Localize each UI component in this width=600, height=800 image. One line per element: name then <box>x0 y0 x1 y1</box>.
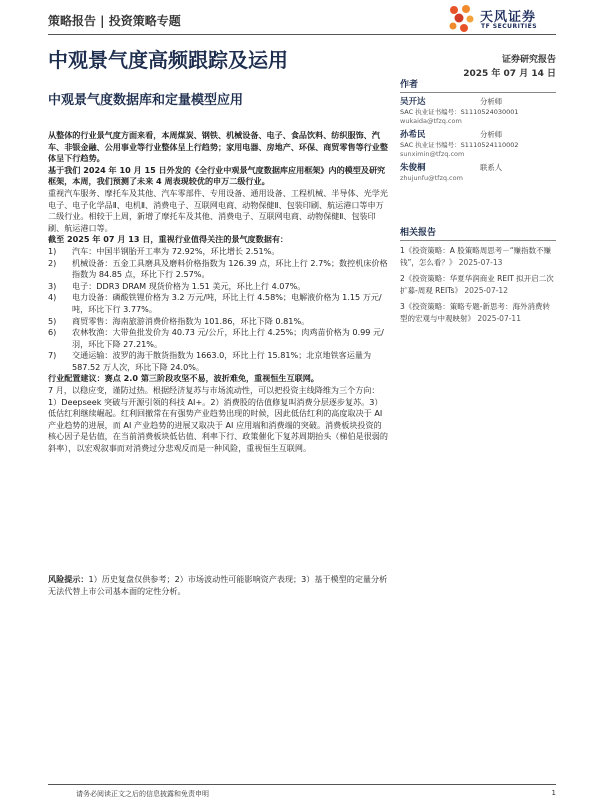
author-email[interactable]: zhujunfu@tfzq.com <box>400 174 463 182</box>
main-content <box>48 130 388 455</box>
list-item: 7) 交通运输：波罗的海干散货指数为 1663.0，环比上行 15.81%；北京地铁客运量为 587.52 万人次，环比下降 24.0%。 <box>48 350 372 372</box>
list-item: 2) 机械设备：五金工具磨具及磨料价格指数为 126.39 点，环比上行 2.7%；数控机床价格指数为 84.85 点，环比下行 2.57%。 <box>48 257 388 280</box>
list-item: 1) 汽车：中国半钢胎开工率为 72.92%，环比增长 2.51%。 <box>48 245 280 256</box>
logo-icon <box>446 4 476 34</box>
related-heading: 相关报告 <box>400 228 437 238</box>
author-title: 分析师 <box>480 130 503 139</box>
header-divider <box>48 34 556 35</box>
data-list <box>48 246 388 374</box>
author-cert: SAC 执业证书编号：S1110524110002 <box>400 141 519 149</box>
related-divider <box>400 240 556 241</box>
summary-paragraph: 从整体的行业景气度方面来看，本周煤炭、钢铁、机械设备、电子、食品饮料、纺织服饰、汽车、非银金融、公用事业等行业整体呈上行趋势；家用电器、房地产、环保、商贸零售等行业整体呈下行趋势。 <box>48 130 388 164</box>
author-name: 吴开达 <box>400 97 426 107</box>
allocation-paragraph: 7 月，以稳应变，谨防过热。根据经济复苏与市场流动性，可以把投资主线降维为三个方向：1）Deepseek 突破与开源引领的科技 AI+。2）消费股的估值修复叫消费分层逐步复苏。3）低估红利继续崛起。红利回撤常在有强势产业趋势出现的时候，因此低估红利的高度取决于 AI 产业趋势的进展，而 AI 产业趋势的进展又取决于 AI 应用端和消费端的突破。消费板块投资的核心因子是估值，在当前消费板块低估值、利率下行、政策催化下复苏周期抬头（梯伯是很弱的斜率），以宏观叙事而对消费过分悲观反而是一种风险，重视恒生互联网。 <box>48 385 388 454</box>
author-card <box>400 130 556 159</box>
list-item: 5) 商贸零售：海南旅游消费价格指数为 101.86，环比下降 0.81%。 <box>48 315 310 326</box>
risk-warning <box>48 574 388 597</box>
list-item: 3) 电子：DDR3 DRAM 现货价格为 1.51 美元，环比上行 4.07%。 <box>48 280 306 291</box>
author-card <box>400 163 556 183</box>
related-reports-panel <box>400 228 556 325</box>
risk-label: 风险提示： <box>48 574 89 584</box>
footer-divider <box>48 784 556 785</box>
company-logo <box>446 4 556 34</box>
author-title: 联系人 <box>480 163 503 172</box>
report-category: 策略报告 | 投资策略专题 <box>48 14 181 28</box>
list-item: 6) 农林牧渔：大带鱼批发价为 40.73 元/公斤，环比上行 4.25%；肉鸡苗价格为 0.99 元/羽，环比下降 27.21%。 <box>48 327 384 349</box>
list-item: 4) 电力设备：磷酸铁锂价格为 3.2 万元/吨，环比上行 4.58%；电解液价格为 1.15 万元/吨，环比下行 3.77%。 <box>48 292 382 314</box>
related-report-item[interactable]: 3《投资策略：策略专题-新思考：海外消费转型的宏观与中观映射》 2025-07-11 <box>400 302 550 323</box>
related-report-item[interactable]: 2《投资策略：华夏华润商业 REIT 拟开启二次扩募-周观 REITs》 2025-07-12 <box>400 274 554 295</box>
data-intro: 截至 2025 年 07 月 13 日，重视行业值得关注的景气度数据有： <box>48 234 289 245</box>
footer-disclaimer: 请务必阅读正文之后的信息披露和免责申明 <box>76 790 209 798</box>
author-email[interactable]: sunximin@tfzq.com <box>400 150 465 158</box>
page-subtitle: 中观景气度数据库和定量模型应用 <box>48 93 244 108</box>
authors-heading: 作者 <box>400 80 419 90</box>
page-number: 1 <box>551 789 556 797</box>
author-cert: SAC 执业证书编号：S1110524030001 <box>400 108 519 116</box>
authors-divider <box>400 92 556 93</box>
author-email[interactable]: wukaida@tfzq.com <box>400 117 462 125</box>
author-title: 分析师 <box>480 97 503 106</box>
author-name: 孙希民 <box>400 130 426 140</box>
related-report-item[interactable]: 1《投资策略：A 股策略周思考－“赚指数不赚钱”，怎么看？》 2025-07-13 <box>400 246 552 267</box>
framework-paragraph: 基于我们 2024 年 10 月 15 日外发的《全行业中观景气度数据库应用框架》内的模型及研究框架，本周，我们预测了未来 4 周表现较优的申万二级行业。 <box>48 164 386 187</box>
author-name: 朱俊桐 <box>400 163 426 173</box>
author-card <box>400 97 556 126</box>
page-title: 中观景气度高频跟踪及运用 <box>48 48 288 72</box>
authors-panel <box>400 80 556 183</box>
risk-text: 1）历史复盘仅供参考；2）市场波动性可能影响资产表现；3）基于模型的定量分析无法代替上市公司基本面的定性分析。 <box>48 574 388 596</box>
report-type: 证券研究报告 <box>501 55 556 65</box>
industries-paragraph: 重视汽车服务、摩托车及其他、汽车零部件、专用设备、通用设备、工程机械、半导体、光学光电子、电子化学品Ⅱ、电机Ⅱ、消费电子、互联网电商、动物保健Ⅱ、包装印刷、航运港口等申万二级行业。相较于上周，新增了摩托车及其他、消费电子、互联网电商、动物保健Ⅱ、包装印刷、航运港口等。 <box>48 187 388 233</box>
report-date: 2025 年 07 月 14 日 <box>463 69 556 79</box>
allocation-heading: 行业配置建议：赛点 2.0 第三阶段攻坚不易，波折难免，重视恒生互联网。 <box>48 373 319 384</box>
logo-text-cn: 天风证券 <box>480 10 537 25</box>
logo-text-en: TF SECURITIES <box>481 23 538 30</box>
